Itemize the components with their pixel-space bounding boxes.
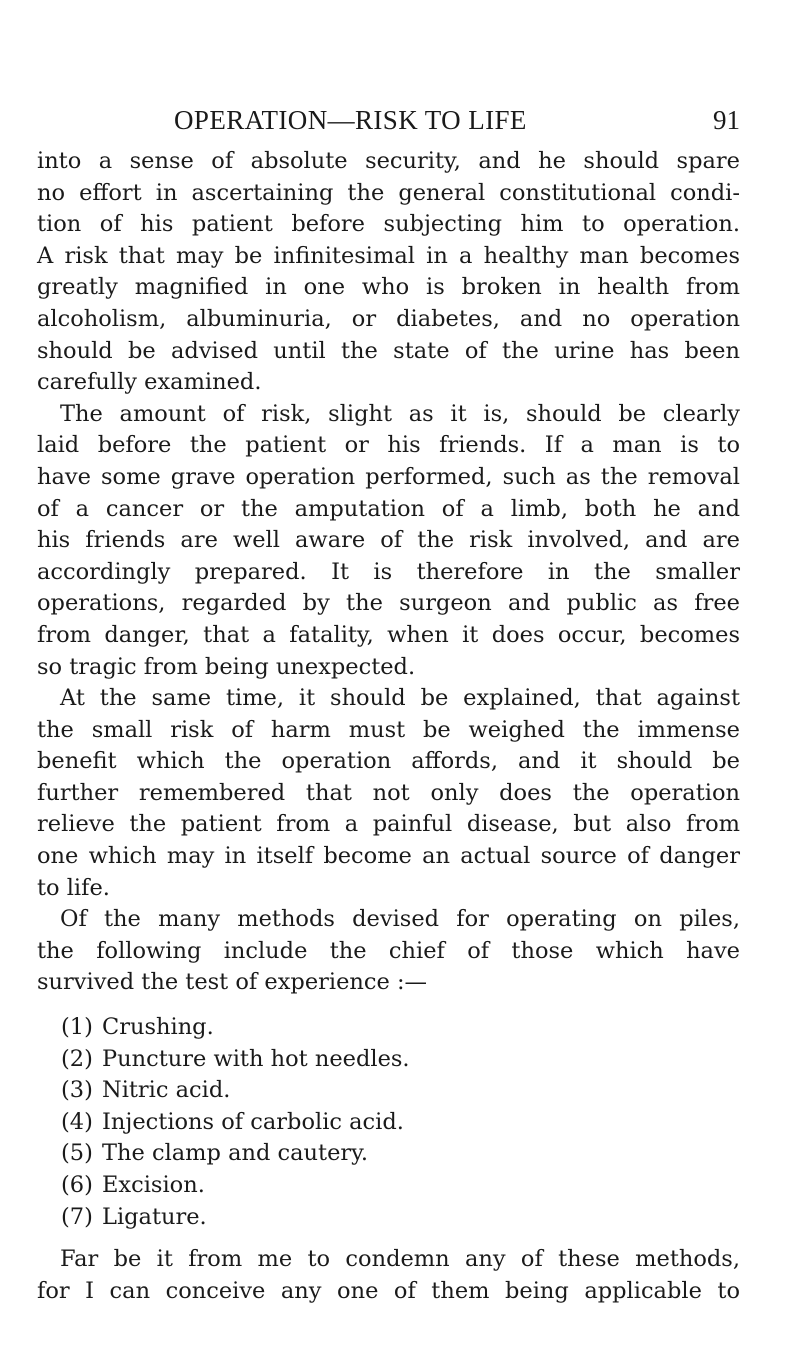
paragraph-5 [37,1244,740,1307]
list-item [37,1107,740,1139]
list-item-text: The clamp and cautery. [102,1140,369,1167]
body-text [37,146,740,1307]
page-number: 91 [713,105,740,135]
text-line: into a sense of absolute security, and he should spare [37,148,740,174]
list-item [37,1170,740,1202]
list-item-number: (6) [61,1172,93,1198]
list-item [37,1012,740,1044]
text-line: carefully examined. [37,369,262,396]
text-line: from danger, that a fatality, when it does occur, becomes [37,621,740,648]
list-item-text: Nitric acid. [102,1077,231,1104]
running-head: OPERATION—RISK TO LIFE [174,105,527,135]
text-line: for I can conceive any one of them being applicable to [37,1277,740,1304]
text-line: one which may in itself become an actual source of danger [37,843,740,870]
paragraph-2 [37,399,740,683]
text-line: the following include the chief of those which have [37,937,740,964]
text-line: operations, regarded by the surgeon and public as free [37,590,740,617]
list-item [37,1202,740,1234]
text-line: greatly magnified in one who is broken in health from [37,274,740,301]
text-line: further remembered that not only does the operation [37,779,740,806]
list-item-number: (2) [61,1045,93,1072]
list-item-number: (3) [61,1077,93,1104]
text-line: of a cancer or the amputation of a limb, both he and [37,495,740,522]
list-item-number: (7) [61,1203,93,1230]
text-line: tion of his patient before subjecting him to operation. [37,211,740,238]
page-header [37,104,740,136]
paragraph-3 [37,683,740,904]
list-item-text: Ligature. [102,1203,207,1230]
text-line: accordingly prepared. It is therefore in the smaller [37,558,740,585]
text-line: alcoholism, albuminuria, or diabetes, and no operation [37,305,740,332]
text-line: the small risk of harm must be weighed the immense [37,716,740,743]
text-line: so tragic from being unexpected. [37,653,416,680]
paragraph-1 [37,146,740,399]
list-item-text: Crushing. [102,1014,214,1041]
text-line: Of the many methods devised for operating on piles, [60,906,740,933]
list-item [37,1138,740,1170]
text-line: Far be it from me to condemn any of these methods, [60,1246,740,1273]
paragraph-4 [37,904,740,999]
list-item [37,1075,740,1107]
text-line: A risk that may be infinitesimal in a healthy man becomes [37,242,740,269]
methods-list [37,1012,740,1233]
text-line: benefit which the operation affords, and it should be [37,748,740,775]
list-item-text: Puncture with hot needles. [102,1045,410,1072]
list-item-number: (4) [61,1108,93,1135]
text-line: At the same time, it should be explained, that against [60,685,740,712]
text-line: no effort in ascertaining the general constitutional condi- [37,179,740,206]
text-line: should be advised until the state of the urine has been [37,337,740,364]
list-item-number: (5) [61,1140,93,1167]
text-line: laid before the patient or his friends. If a man is to [37,432,740,459]
list-item-number: (1) [61,1014,93,1041]
text-line: have some grave operation performed, such as the removal [37,463,740,490]
text-line: to life. [37,874,110,901]
text-line: survived the test of experience :— [37,969,428,996]
list-item [37,1044,740,1076]
text-line: his friends are well aware of the risk involved, and are [37,527,740,554]
text-line: relieve the patient from a painful disease, but also from [37,811,740,838]
list-item-text: Excision. [102,1172,205,1198]
text-line: The amount of risk, slight as it is, should be clearly [60,400,740,427]
list-item-text: Injections of carbolic acid. [102,1108,404,1135]
